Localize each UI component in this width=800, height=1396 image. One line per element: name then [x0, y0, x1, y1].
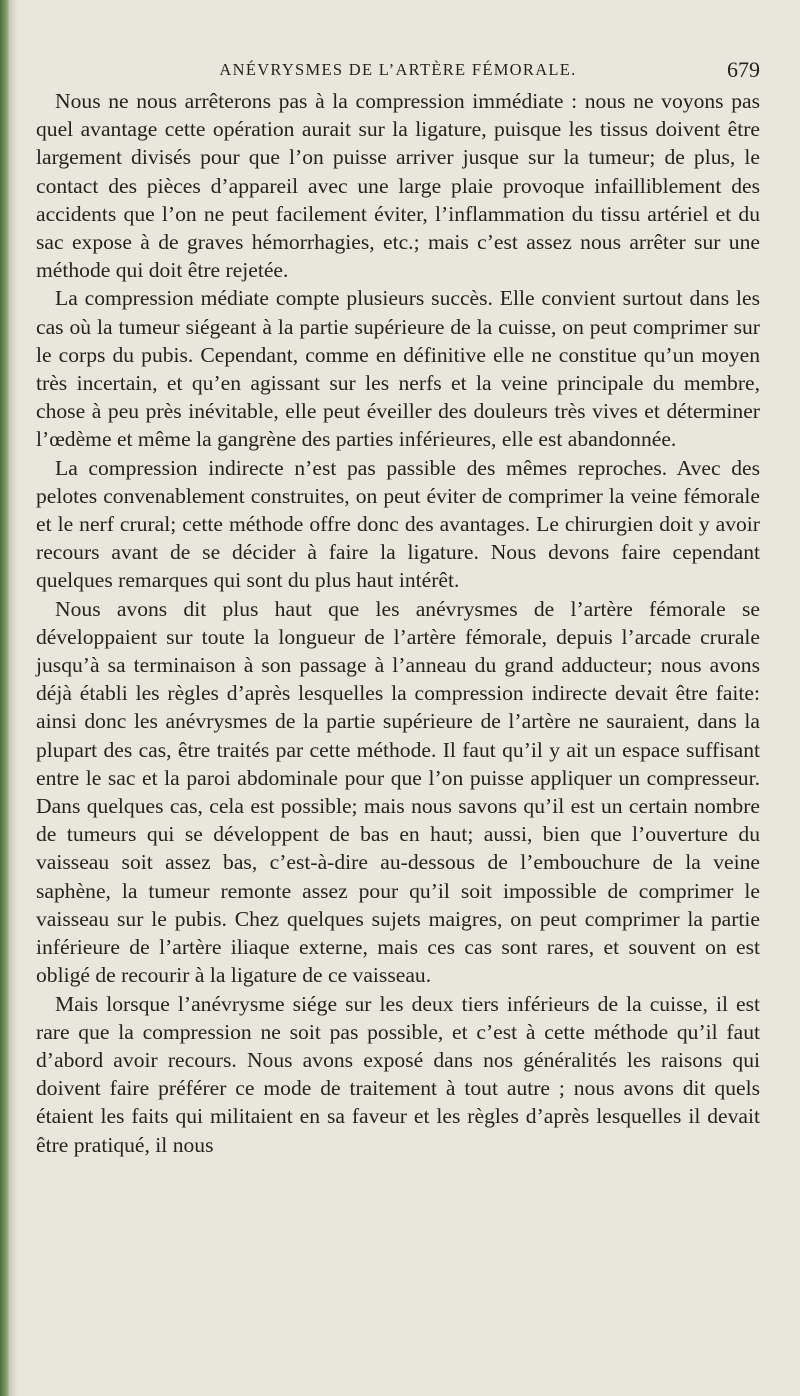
paragraph-femoral-aneurysms: Nous avons dit plus haut que les anévrysmes de l’artère fémorale se développaient sur toute la longueur de l’artère fémorale, depuis l’arcade crurale jusqu’à sa terminaison à son passage à l’anneau du grand adducteur; nous avons déjà établi les règles d’après lesquelles la compression indirecte devait être faite: ainsi donc les anévrysmes de la partie supérieure de l’artère ne sauraient, dans la plupart des cas, être traités par cette méthode. Il faut qu’il y ait un espace suffisant entre le sac et la paroi abdominale pour que l’on puisse appliquer un compresseur. Dans quelques cas, cela est possible; mais nous savons qu’il est un certain nombre de tumeurs qui se développent de bas en haut; aussi, bien que l’ouverture du vaisseau soit assez bas, c’est-à-dire au-dessous de l’embouchure de la veine saphène, la tumeur remonte assez pour qu’il soit impossible de comprimer le vaisseau sur le pubis. Chez quelques sujets maigres, on peut comprimer la partie inférieure de l’artère iliaque externe, mais ces cas sont rares, et souvent on est obligé de recourir à la ligature de ce vaisseau.	[36, 596, 760, 988]
page-number: 679	[727, 57, 760, 82]
paragraph-indirect-compression: La compression indirecte n’est pas passible des mêmes reproches. Avec des pelotes convenablement construites, on peut éviter de comprimer la veine fémorale et le nerf crural; cette méthode offre donc des avantages. Le chirurgien doit y avoir recours avant de se décider à faire la ligature. Nous devons faire cependant quelques remarques qui sont du plus haut intérêt.	[36, 455, 760, 593]
book-binding-edge	[0, 0, 10, 1396]
paragraph-lower-thigh: Mais lorsque l’anévrysme siége sur les deux tiers inférieurs de la cuisse, il est rare que la compression ne soit pas possible, et c’est à cette méthode qu’il faut d’abord avoir recours. Nous avons exposé dans nos généralités les raisons qui doivent faire préférer ce mode de traitement à tout autre ; nous avons dit quels étaient les faits qui militaient en sa faveur et les règles d’après lesquelles il devait être pratiqué, il nous	[36, 991, 760, 1157]
page-header	[36, 46, 760, 84]
paragraph-mediate-compression: La compression médiate compte plusieurs succès. Elle convient surtout dans les cas où la tumeur siégeant à la partie supérieure de la cuisse, on peut comprimer sur le corps du pubis. Cependant, comme en définitive elle ne constitue qu’un moyen très incertain, et qu’en agissant sur les nerfs et la veine principale du membre, chose à peu près inévitable, elle peut éveiller des douleurs très vives et déterminer l’œdème et même la gangrène des parties inférieures, elle est abandonnée.	[36, 286, 760, 452]
paragraph-immediate-compression: Nous ne nous arrêterons pas à la compression immédiate : nous ne voyons pas quel avantage cette opération aurait sur la ligature, puisque les tissus doivent être largement divisés pour que l’on puisse arriver jusque sur la tumeur; de plus, le contact des pièces d’appareil avec une large plaie provoque infailliblement des accidents que l’on ne peut facilement éviter, l’inflammation du tissu artériel et du sac expose à de graves hémorrhagies, etc.; mais c’est assez nous arrêter sur une méthode qui doit être rejetée.	[36, 89, 760, 283]
book-page	[36, 46, 760, 1159]
running-title: ANÉVRYSMES DE L’ARTÈRE FÉMORALE.	[219, 60, 577, 79]
body-text	[36, 87, 760, 1159]
